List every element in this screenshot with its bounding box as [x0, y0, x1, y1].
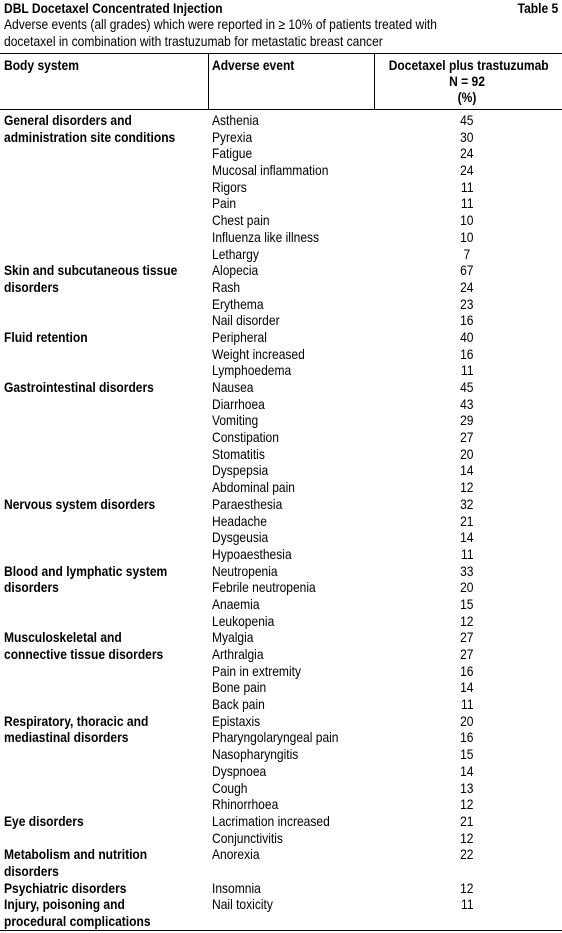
adverse-event-cell: Myalgia — [212, 629, 254, 646]
percentage-cell: 67 — [460, 262, 474, 279]
table-row — [0, 713, 562, 730]
percentage-cell: 11 — [460, 178, 474, 195]
table-row — [0, 863, 562, 880]
adverse-event-cell: Rigors — [212, 178, 247, 195]
table-row — [0, 513, 562, 530]
percentage-cell: 45 — [460, 112, 474, 128]
table-row — [0, 763, 562, 780]
adverse-event-cell: Cough — [212, 779, 248, 796]
percentage-cell: 13 — [460, 779, 474, 796]
percentage-cell: 16 — [460, 345, 474, 362]
column-header-value: Docetaxel plus trastuzumab N = 92 (%) — [388, 57, 549, 105]
column-header-adverse-event: Adverse event — [212, 57, 295, 73]
body-system-line: Metabolism and nutrition — [4, 846, 148, 863]
percentage-cell: 14 — [460, 679, 474, 696]
table-row — [0, 329, 562, 346]
table-row — [0, 179, 562, 196]
adverse-event-cell: Nasopharyngitis — [212, 746, 299, 763]
adverse-event-cell: Peripheral — [212, 328, 267, 345]
table-row — [0, 663, 562, 680]
header-bottom-rule — [0, 109, 562, 110]
adverse-event-cell: Nausea — [212, 379, 254, 395]
percentage-cell: 12 — [460, 829, 474, 846]
table-row — [0, 479, 562, 496]
table-row — [0, 613, 562, 630]
table-row — [0, 563, 562, 580]
adverse-event-cell: Anorexia — [212, 846, 260, 863]
table-row — [0, 830, 562, 847]
body-system-line: Eye disorders — [4, 812, 84, 829]
adverse-event-cell: Erythema — [212, 295, 264, 312]
adverse-event-cell: Leukopenia — [212, 612, 275, 629]
column-header-body-system: Body system — [4, 57, 79, 73]
table-row — [0, 162, 562, 179]
adverse-event-cell: Conjunctivitis — [212, 829, 283, 846]
percentage-cell: 21 — [460, 812, 474, 829]
caption-line-2: docetaxel in combination with trastuzumab for metastatic breast cancer — [4, 33, 383, 49]
percentage-cell: 24 — [460, 162, 474, 179]
body-system-line: administration site conditions — [4, 128, 176, 145]
adverse-event-cell: Pain in extremity — [212, 662, 301, 679]
percentage-cell: 7 — [463, 245, 471, 262]
adverse-event-cell: Paraesthesia — [212, 495, 283, 512]
adverse-event-cell: Insomnia — [212, 879, 261, 896]
body-system-line: mediastinal disorders — [4, 729, 129, 746]
percentage-cell: 16 — [460, 729, 474, 746]
percentage-cell: 43 — [460, 395, 474, 412]
body-system-group — [0, 496, 562, 563]
table-row — [0, 913, 562, 930]
adverse-event-cell: Anaemia — [212, 595, 260, 612]
table-row — [0, 212, 562, 229]
percentage-cell: 40 — [460, 328, 474, 345]
table-row — [0, 446, 562, 463]
adverse-event-cell: Chest pain — [212, 212, 270, 229]
body-system-line: General disorders and — [4, 112, 132, 128]
percentage-cell: 15 — [460, 746, 474, 763]
table-row — [0, 412, 562, 429]
adverse-event-cell: Rhinorrhoea — [212, 796, 279, 813]
adverse-event-cell: Alopecia — [212, 262, 259, 279]
table-row — [0, 729, 562, 746]
table-row — [0, 696, 562, 713]
adverse-event-cell: Hypoaesthesia — [212, 545, 292, 562]
percentage-cell: 22 — [460, 846, 474, 863]
table-row — [0, 229, 562, 246]
percentage-cell: 29 — [460, 412, 474, 429]
adverse-event-cell: Constipation — [212, 429, 279, 446]
body-system-group — [0, 563, 562, 630]
body-system-group — [0, 813, 562, 846]
percentage-cell: 10 — [460, 228, 474, 245]
caption-line-1: Adverse events (all grades) which were reported in ≥ 10% of patients treated with — [4, 16, 437, 32]
table-row — [0, 296, 562, 313]
percentage-cell: 11 — [460, 696, 474, 713]
adverse-event-cell: Mucosal inflammation — [212, 162, 329, 179]
table-row — [0, 129, 562, 146]
table-row — [0, 462, 562, 479]
table-row — [0, 579, 562, 596]
percentage-cell: 20 — [460, 712, 474, 729]
table-row — [0, 646, 562, 663]
table-row — [0, 312, 562, 329]
body-system-line: disorders — [4, 278, 59, 295]
adverse-event-cell: Fatigue — [212, 145, 253, 162]
table-row — [0, 112, 562, 129]
column-divider-1 — [208, 53, 209, 109]
adverse-event-cell: Rash — [212, 278, 241, 295]
table-row — [0, 346, 562, 363]
table-row — [0, 145, 562, 162]
adverse-event-cell: Nail toxicity — [212, 896, 273, 913]
body-system-line: Gastrointestinal disorders — [4, 379, 154, 395]
table-bottom-rule — [0, 930, 562, 931]
adverse-event-cell: Nail disorder — [212, 312, 280, 329]
percentage-cell: 11 — [460, 195, 474, 212]
table-label: Table 5 — [517, 0, 558, 16]
percentage-cell: 20 — [460, 579, 474, 596]
adverse-event-cell: Dyspnoea — [212, 762, 267, 779]
body-system-line: Respiratory, thoracic and — [4, 712, 149, 729]
table-row — [0, 429, 562, 446]
table-row — [0, 796, 562, 813]
adverse-event-cell: Lymphoedema — [212, 362, 292, 379]
body-system-group — [0, 896, 562, 929]
adverse-event-cell: Lethargy — [212, 245, 259, 262]
percentage-cell: 14 — [460, 462, 474, 479]
adverse-event-cell: Bone pain — [212, 679, 267, 696]
table-row — [0, 746, 562, 763]
percentage-cell: 45 — [460, 379, 474, 395]
body-system-line: connective tissue disorders — [4, 646, 164, 663]
percentage-cell: 11 — [460, 362, 474, 379]
document-title: DBL Docetaxel Concentrated Injection — [4, 0, 223, 16]
adverse-event-cell: Pharyngolaryngeal pain — [212, 729, 339, 746]
percentage-cell: 12 — [460, 479, 474, 496]
percentage-cell — [376, 913, 558, 930]
table-row — [0, 813, 562, 830]
adverse-event-cell: Diarrhoea — [212, 395, 265, 412]
adverse-event-cell: Pain — [212, 195, 237, 212]
percentage-cell: 20 — [460, 445, 474, 462]
table-row — [0, 195, 562, 212]
adverse-event-cell: Febrile neutropenia — [212, 579, 316, 596]
adverse-event-cell: Headache — [212, 512, 267, 529]
adverse-event-cell: Arthralgia — [212, 646, 264, 662]
percentage-cell: 27 — [460, 629, 474, 646]
adverse-event-cell: Epistaxis — [212, 712, 261, 729]
percentage-cell: 24 — [460, 145, 474, 162]
table-row — [0, 279, 562, 296]
body-system-group — [0, 379, 562, 496]
body-system-line: Skin and subcutaneous tissue — [4, 262, 178, 279]
body-system-line: Musculoskeletal and — [4, 629, 122, 646]
percentage-cell: 33 — [460, 562, 474, 579]
table-body — [0, 112, 562, 930]
table-caption — [4, 16, 558, 50]
body-system-line: Nervous system disorders — [4, 495, 156, 512]
body-system-line: disorders — [4, 862, 59, 879]
percentage-cell: 12 — [460, 612, 474, 629]
table-row — [0, 396, 562, 413]
percentage-cell: 11 — [460, 545, 474, 562]
body-system-line: procedural complications — [4, 913, 151, 930]
body-system-line: Psychiatric disorders — [4, 879, 127, 896]
adverse-event-cell: Lacrimation increased — [212, 812, 330, 829]
body-system-line: Injury, poisoning and — [4, 896, 125, 913]
percentage-cell: 27 — [460, 646, 474, 662]
percentage-cell: 32 — [460, 495, 474, 512]
percentage-cell: 14 — [460, 762, 474, 779]
body-system-line: disorders — [4, 579, 59, 596]
table-row — [0, 262, 562, 279]
table-row — [0, 246, 562, 263]
percentage-cell: 21 — [460, 512, 474, 529]
table-row — [0, 629, 562, 646]
adverse-event-cell: Dysgeusia — [212, 529, 269, 546]
percentage-cell: 12 — [460, 879, 474, 896]
percentage-cell: 23 — [460, 295, 474, 312]
percentage-cell: 10 — [460, 212, 474, 229]
percentage-cell: 11 — [460, 896, 474, 913]
adverse-event-cell: Neutropenia — [212, 562, 278, 579]
table-row — [0, 362, 562, 379]
table-row — [0, 596, 562, 613]
adverse-event-cell: Weight increased — [212, 345, 305, 362]
body-system-group — [0, 112, 562, 262]
percentage-cell: 16 — [460, 662, 474, 679]
table-row — [0, 780, 562, 797]
percentage-cell: 24 — [460, 278, 474, 295]
body-system-group — [0, 629, 562, 712]
adverse-event-cell: Pyrexia — [212, 128, 253, 145]
percentage-cell: 14 — [460, 529, 474, 546]
table-row — [0, 546, 562, 563]
body-system-group — [0, 713, 562, 813]
table-row — [0, 896, 562, 913]
adverse-event-cell: Stomatitis — [212, 445, 265, 462]
table-row — [0, 846, 562, 863]
adverse-event-cell: Back pain — [212, 696, 265, 713]
body-system-group — [0, 262, 562, 329]
adverse-event-cell: Vomiting — [212, 412, 259, 429]
adverse-event-cell: Abdominal pain — [212, 479, 296, 496]
body-system-line: Blood and lymphatic system — [4, 562, 168, 579]
adverse-event-cell: Dyspepsia — [212, 462, 269, 479]
column-divider-2 — [374, 53, 375, 109]
body-system-group — [0, 846, 562, 879]
percentage-cell: 27 — [460, 429, 474, 446]
percentage-cell: 30 — [460, 128, 474, 145]
document-header — [4, 0, 558, 16]
adverse-event-cell: Influenza like illness — [212, 228, 320, 245]
percentage-cell: 16 — [460, 312, 474, 329]
adverse-event-cell: Asthenia — [212, 112, 259, 128]
body-system-group — [0, 880, 562, 897]
body-system-group — [0, 329, 562, 379]
table-row — [0, 379, 562, 396]
table-row — [0, 679, 562, 696]
body-system-line: Fluid retention — [4, 328, 88, 345]
percentage-cell: 12 — [460, 796, 474, 813]
header-top-rule — [0, 53, 562, 54]
percentage-cell: 15 — [460, 595, 474, 612]
table-row — [0, 529, 562, 546]
percentage-cell — [376, 863, 558, 880]
table-row — [0, 880, 562, 897]
table-row — [0, 496, 562, 513]
